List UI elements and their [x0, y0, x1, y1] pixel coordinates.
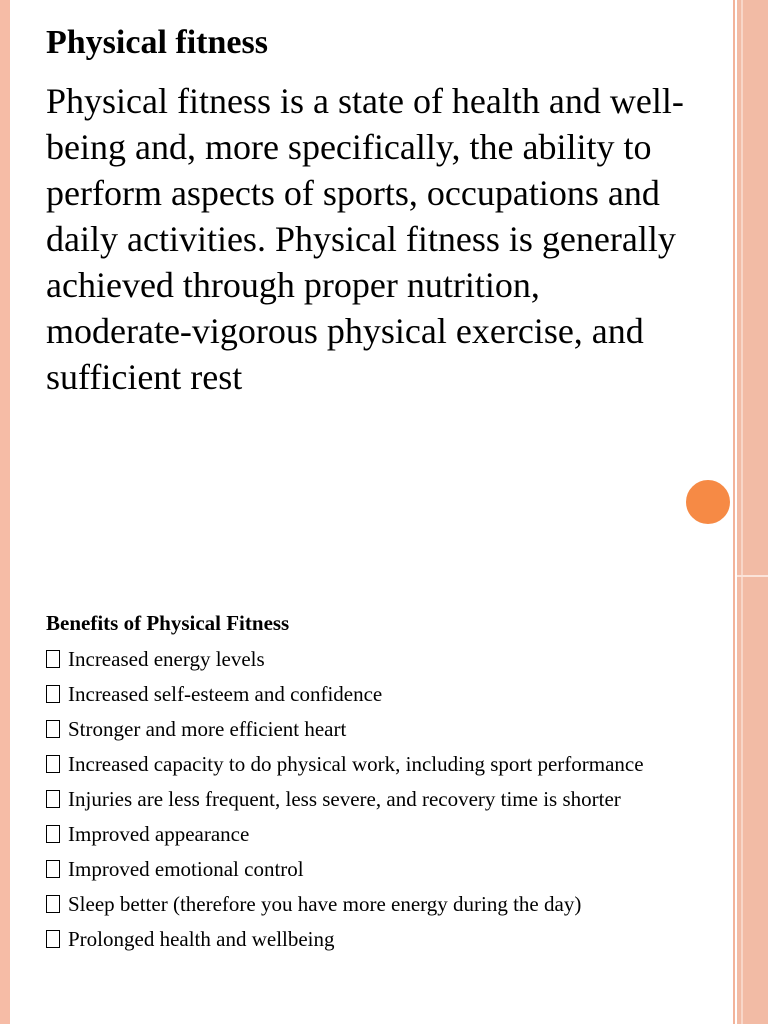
bullet-box-icon: [46, 790, 60, 808]
benefit-text: Injuries are less frequent, less severe, and recovery time is shorter: [68, 787, 621, 811]
list-item: [46, 715, 686, 744]
accent-circle: [684, 478, 732, 526]
bullet-box-icon: [46, 930, 60, 948]
benefit-text: Prolonged health and wellbeing: [68, 927, 335, 951]
list-item: [46, 890, 686, 919]
bullet-box-icon: [46, 685, 60, 703]
benefit-text: Increased capacity to do physical work, including sport performance: [68, 752, 644, 776]
benefits-heading: Benefits of Physical Fitness: [46, 611, 290, 635]
right-border-line-light: [741, 0, 743, 1024]
bullet-box-icon: [46, 650, 60, 668]
benefit-text: Improved emotional control: [68, 857, 304, 881]
bullet-box-icon: [46, 895, 60, 913]
slide-body: Physical fitness is a state of health and well-being and, more specifically, the ability to perform aspects of sports, occupations and daily activities. Physical fitness is generally achieved through proper nutrition, moderate-vigorous physical exercise, and sufficient rest: [46, 81, 684, 397]
right-border-line: [733, 0, 735, 1024]
benefits-list: [46, 645, 686, 960]
list-item: [46, 855, 686, 884]
benefit-text: Increased energy levels: [68, 647, 265, 671]
bullet-box-icon: [46, 720, 60, 738]
list-item: [46, 645, 686, 674]
list-item: [46, 680, 686, 709]
right-border-divider: [737, 575, 768, 577]
list-item: [46, 925, 686, 954]
bullet-box-icon: [46, 825, 60, 843]
list-item: [46, 820, 686, 849]
benefit-text: Sleep better (therefore you have more energy during the day): [68, 892, 582, 916]
slide-title: Physical fitness: [46, 24, 268, 61]
benefit-text: Stronger and more efficient heart: [68, 717, 347, 741]
benefit-text: Improved appearance: [68, 822, 250, 846]
benefit-text: Increased self-esteem and confidence: [68, 682, 383, 706]
bullet-box-icon: [46, 860, 60, 878]
bullet-box-icon: [46, 755, 60, 773]
list-item: [46, 750, 686, 779]
left-border: [0, 0, 10, 1024]
list-item: [46, 785, 686, 814]
